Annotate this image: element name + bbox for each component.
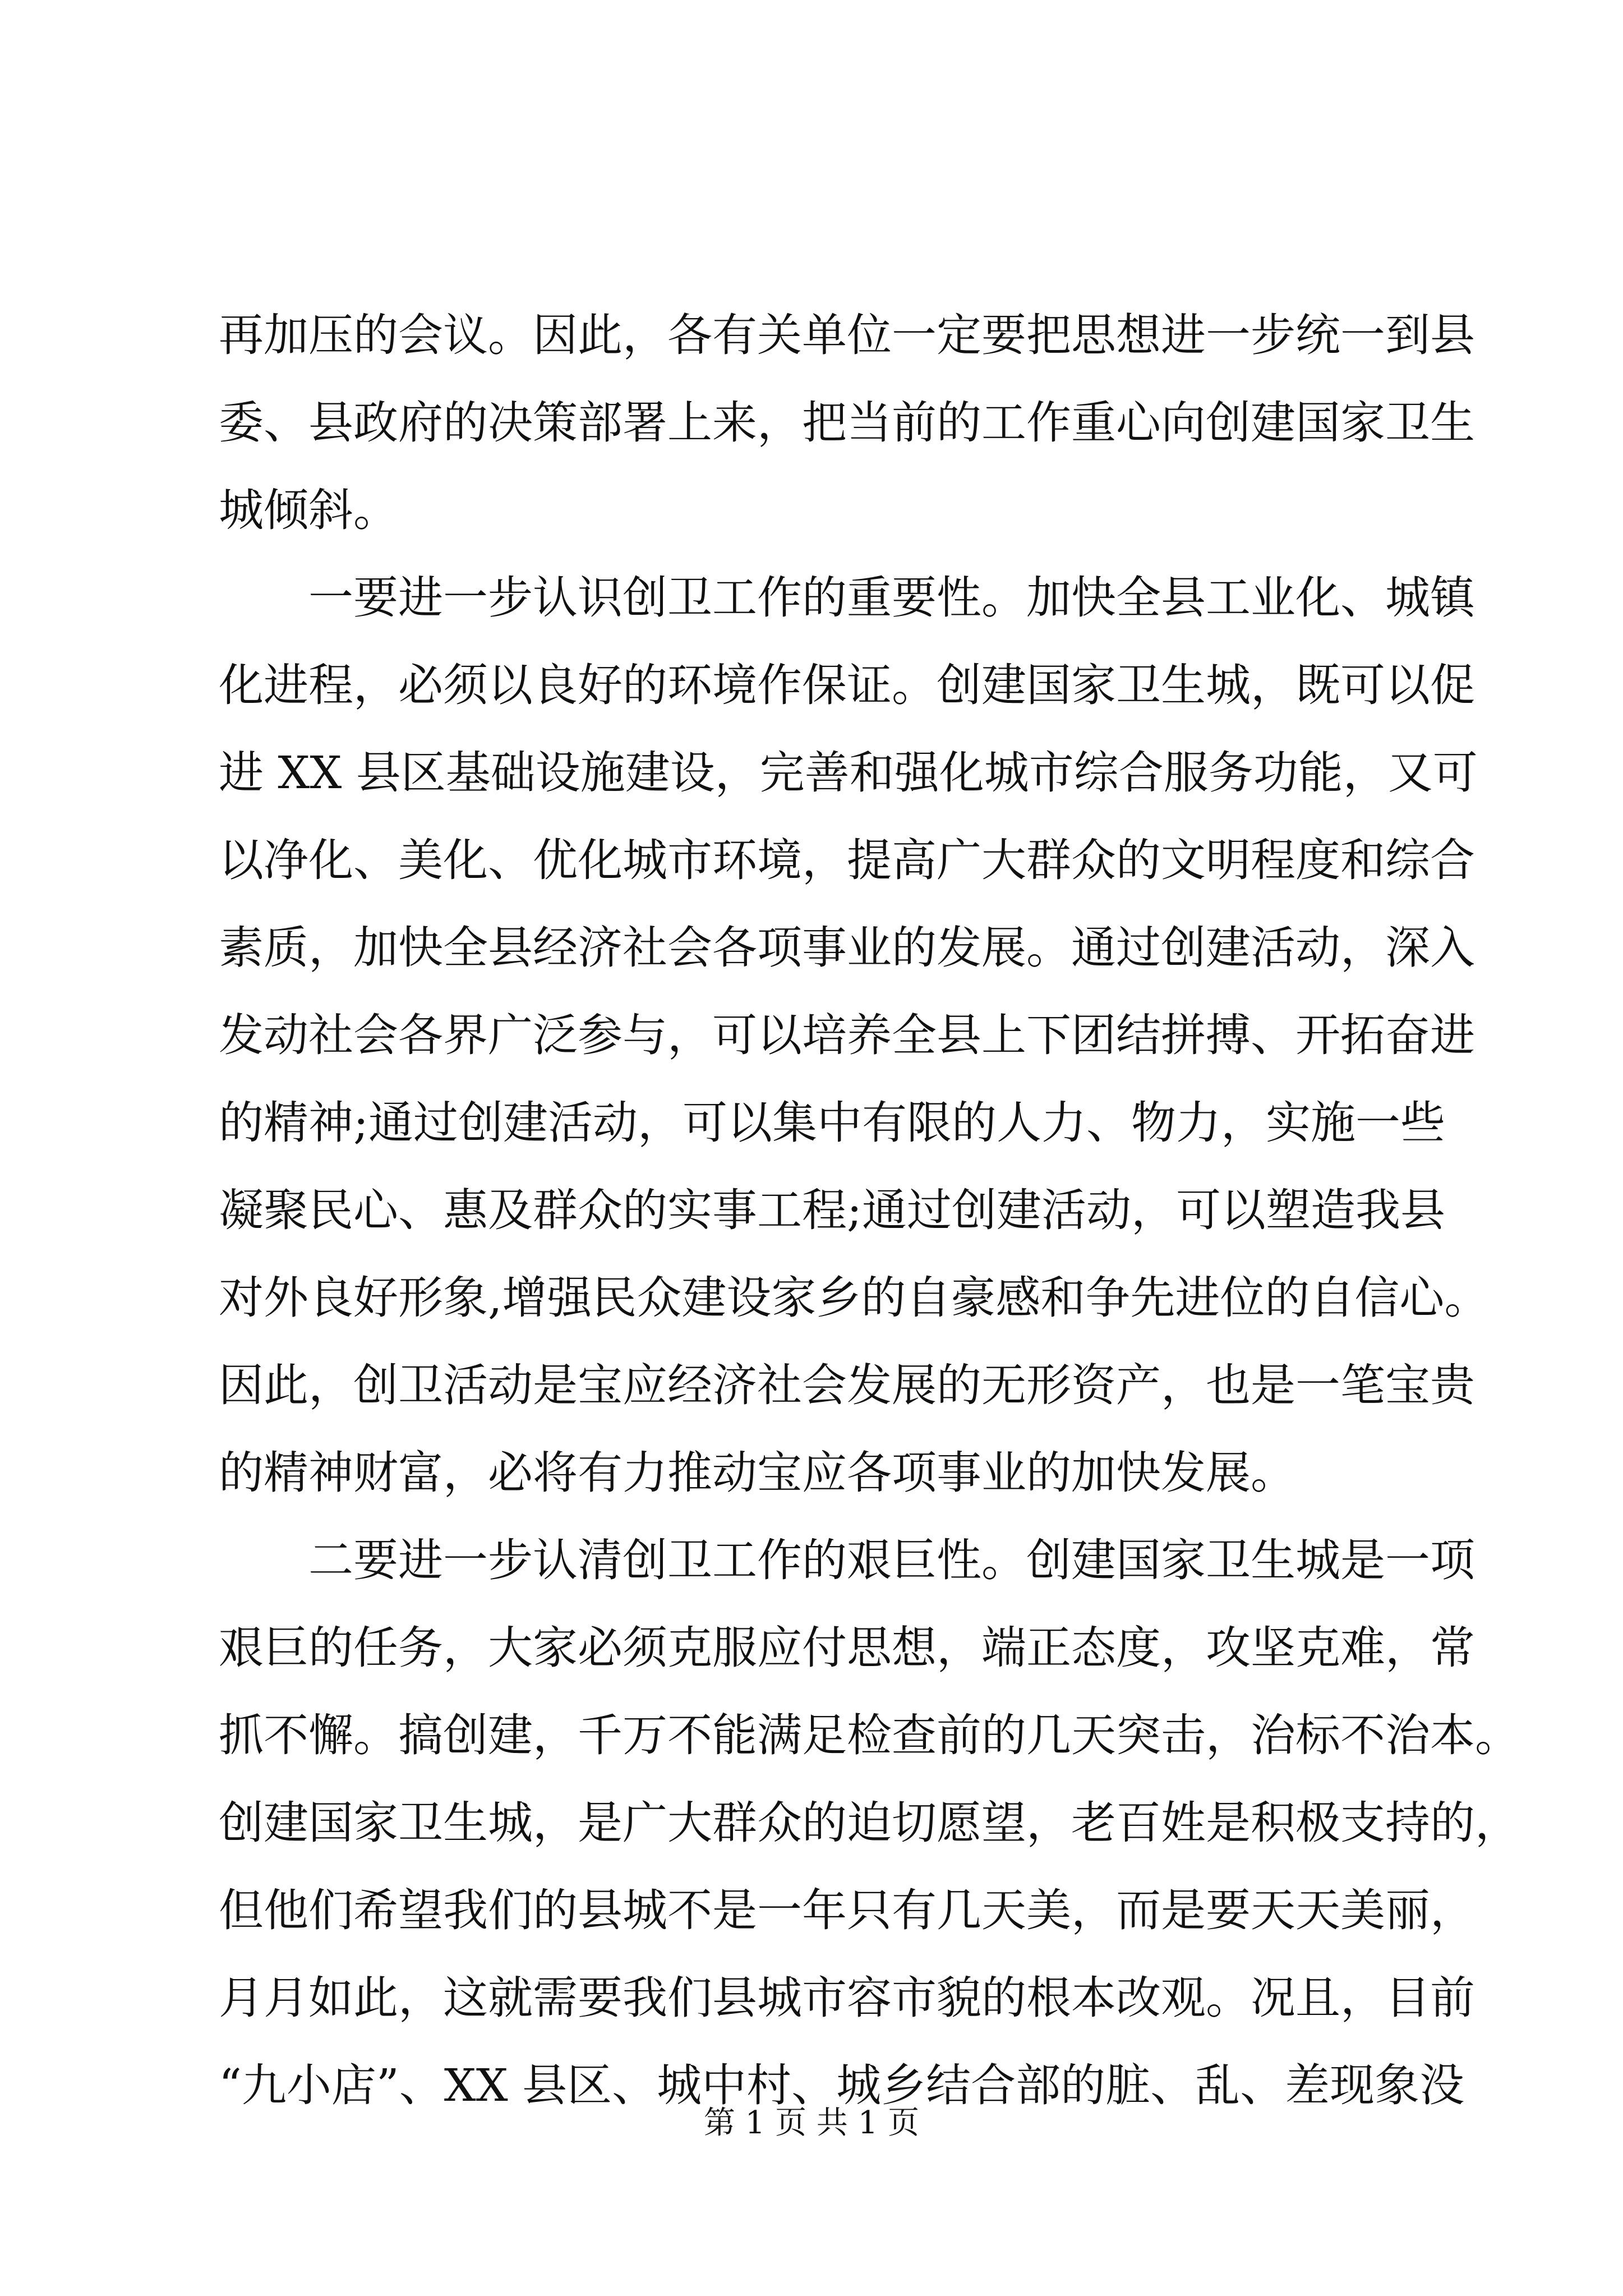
page-number-label: 第 1 页 共 1 页 [703, 2105, 920, 2141]
text-line: 委、县政府的决策部署上来，把当前的工作重心向创建国家卫生 [219, 397, 1475, 449]
text-line: 素质，加快全县经济社会各项事业的发展。通过创建活动，深入 [219, 922, 1475, 974]
text-line: 的精神;通过创建活动，可以集中有限的人力、物力，实施一些 [219, 1097, 1445, 1149]
text-line: “九小店”、XX 县区、城中村、城乡结合部的脏、乱、差现象没 [219, 2059, 1465, 2111]
text-line: 再加压的会议。因此，各有关单位一定要把思想进一步统一到县 [219, 309, 1475, 361]
text-line: 进 XX 县区基础设施建设，完善和强化城市综合服务功能，又可 [219, 747, 1478, 799]
text-line: 创建国家卫生城，是广大群众的迫切愿望，老百姓是积极支持的， [219, 1797, 1520, 1849]
text-line: 因此，创卫活动是宝应经济社会发展的无形资产，也是一笔宝贵 [219, 1359, 1475, 1411]
page-footer [0, 2101, 1623, 2146]
text-line: 城倾斜。 [219, 484, 398, 536]
text-line: 月月如此，这就需要我们县城市容市貌的根本改观。况且，目前 [219, 1972, 1475, 2024]
text-line: 发动社会各界广泛参与，可以培养全县上下团结拼搏、开拓奋进 [219, 1009, 1475, 1061]
text-line: 但他们希望我们的县城不是一年只有几天美，而是要天天美丽， [219, 1884, 1475, 1936]
text-line: 的精神财富，必将有力推动宝应各项事业的加快发展。 [219, 1447, 1295, 1499]
text-line: 凝聚民心、惠及群众的实事工程;通过创建活动，可以塑造我县 [219, 1184, 1445, 1236]
paragraph-start-line: 一要进一步认识创卫工作的重要性。加快全县工业化、城镇 [308, 572, 1475, 624]
text-line: 对外良好形象,增强民众建设家乡的自豪感和争先进位的自信心。 [219, 1272, 1490, 1324]
text-line: 以净化、美化、优化城市环境，提高广大群众的文明程度和综合 [219, 834, 1475, 886]
paragraph-start-line: 二要进一步认清创卫工作的艰巨性。创建国家卫生城是一项 [308, 1534, 1475, 1586]
text-line: 艰巨的任务，大家必须克服应付思想，端正态度，攻坚克难，常 [219, 1622, 1475, 1674]
text-line: 化进程，必须以良好的环境作保证。创建国家卫生城，既可以促 [219, 659, 1475, 711]
text-line: 抓不懈。搞创建，千万不能满足检查前的几天突击，治标不治本。 [219, 1709, 1520, 1761]
document-body [219, 292, 1520, 2129]
